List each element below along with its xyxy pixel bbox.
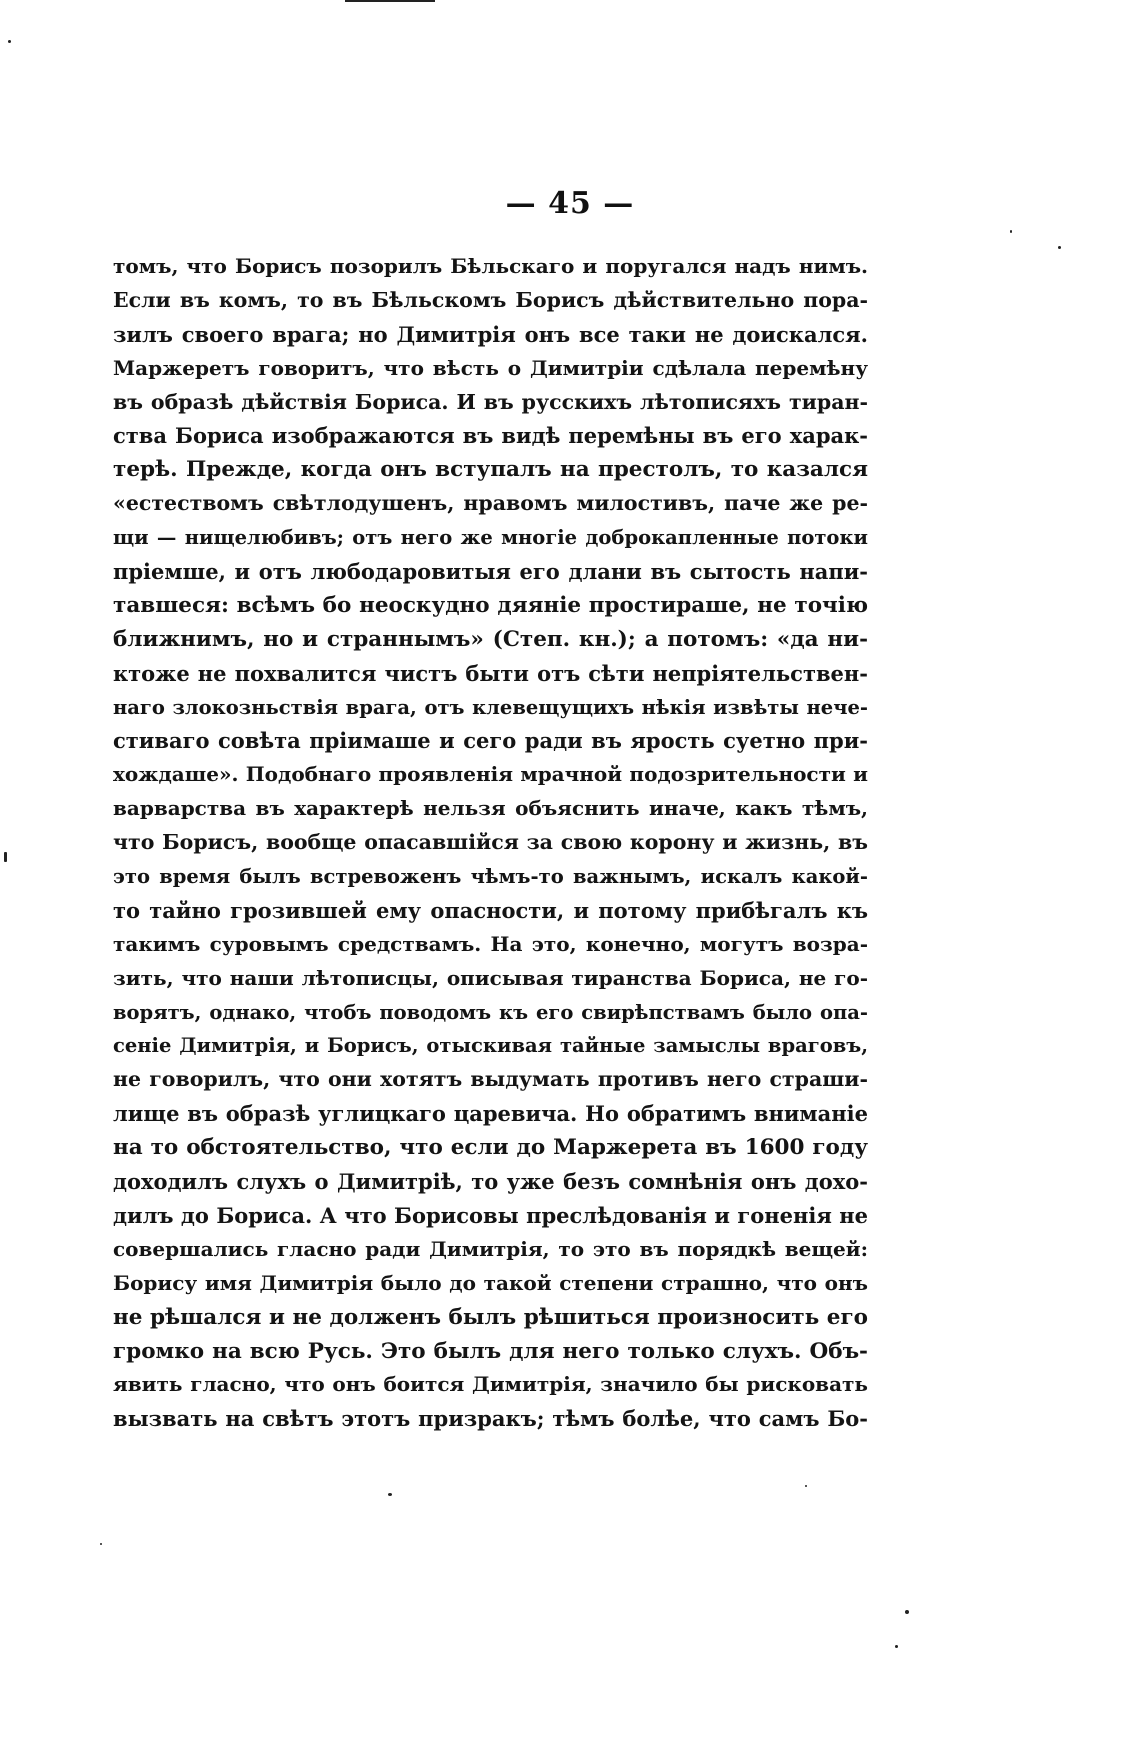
- text-line: громко на всю Русь. Это былъ для него только слухъ. Объ-: [113, 1338, 868, 1364]
- text-line: ворятъ, однако, чтобъ поводомъ къ его свирѣпствамъ было опа-: [113, 1000, 868, 1024]
- text-line: тавшеся: всѣмъ бо неоскудно дяяніе простираше, не точію: [113, 592, 868, 618]
- text-line: лище въ образѣ углицкаго царевича. Но обратимъ вниманіе: [113, 1101, 868, 1127]
- text-line: что Борисъ, вообще опасавшійся за свою корону и жизнь, въ: [113, 830, 868, 855]
- body-text: [113, 250, 868, 1436]
- scan-speck: [895, 1645, 898, 1648]
- text-line: зить, что наши лѣтописцы, описывая тиранства Бориса, не го-: [113, 965, 868, 990]
- text-line: томъ, что Борисъ позорилъ Бѣльскаго и поругался надъ нимъ.: [113, 254, 868, 278]
- text-line: совершались гласно ради Димитрія, то это въ порядкѣ вещей:: [113, 1236, 868, 1261]
- text-line: Маржеретъ говоритъ, что вѣсть о Димитріи сдѣлала перемѣну: [113, 355, 868, 380]
- text-line: на то обстоятельство, что если до Маржерета въ 1600 году: [113, 1135, 868, 1161]
- text-line: зилъ своего врага; но Димитрія онъ все таки не доискался.: [113, 321, 868, 347]
- text-line: наго злокозньствія врага, отъ клевещущихъ нѣкія извѣты нече-: [113, 695, 868, 719]
- scan-speck: [388, 1493, 392, 1496]
- text-line: Если въ комъ, то въ Бѣльскомъ Борисъ дѣйствительно пора-: [113, 287, 868, 312]
- text-line: терѣ. Прежде, когда онъ вступалъ на престолъ, то казался: [113, 457, 868, 483]
- text-line: ства Бориса изображаются въ видѣ перемѣны въ его харак-: [113, 423, 868, 449]
- page-number: — 45 —: [505, 186, 635, 221]
- scan-speck: [345, 0, 435, 2]
- text-line: явить гласно, что онъ боится Димитрія, значило бы рисковать: [113, 1372, 868, 1397]
- text-line: сеніе Димитрія, и Борисъ, отыскивая тайные замыслы враговъ,: [113, 1034, 868, 1058]
- text-line: стиваго совѣта пріимаше и сего ради въ ярость суетно при-: [113, 728, 868, 754]
- text-line: хождаше». Подобнаго проявленія мрачной подозрительности и: [113, 762, 868, 787]
- scan-speck: [8, 40, 11, 43]
- scan-speck: [805, 1485, 807, 1487]
- text-line: не говорилъ, что они хотятъ выдумать противъ него страши-: [113, 1067, 868, 1092]
- text-line: щи — нищелюбивъ; отъ него же многіе доброкапленные потоки: [113, 526, 868, 550]
- text-line: дилъ до Бориса. А что Борисовы преслѣдованія и гоненія не: [113, 1202, 868, 1228]
- text-line: это время былъ встревоженъ чѣмъ-то важнымъ, искалъ какой-: [113, 865, 868, 889]
- text-line: такимъ суровымъ средствамъ. На это, конечно, могутъ возра-: [113, 931, 868, 956]
- text-line: въ образѣ дѣйствія Бориса. И въ русскихъ лѣтописяхъ тиран-: [113, 389, 868, 414]
- scan-speck: [4, 852, 7, 862]
- text-line: ктоже не похвалится чистъ быти отъ сѣти непріятельствен-: [113, 660, 868, 686]
- text-line: варварства въ характерѣ нельзя объяснить иначе, какъ тѣмъ,: [113, 796, 868, 821]
- text-line: пріемше, и отъ любодаровитыя его длани въ сытость напи-: [113, 559, 868, 585]
- text-line: вызвать на свѣтъ этотъ призракъ; тѣмъ болѣе, что самъ Бо-: [113, 1406, 868, 1432]
- scan-speck: [905, 1610, 909, 1614]
- text-line: «естествомъ свѣтлодушенъ, нравомъ милостивъ, паче же ре-: [113, 491, 868, 516]
- scan-speck: [1010, 230, 1012, 233]
- text-line: не рѣшался и не долженъ былъ рѣшиться произносить его: [113, 1304, 868, 1330]
- scan-speck: [1058, 246, 1061, 249]
- text-line: доходилъ слухъ о Димитріѣ, то уже безъ сомнѣнія онъ дохо-: [113, 1169, 868, 1195]
- text-line: то тайно грозившей ему опасности, и потому прибѣгалъ къ: [113, 897, 868, 923]
- text-line: ближнимъ, но и страннымъ» (Степ. кн.); а потомъ: «да ни-: [113, 626, 868, 652]
- scan-speck: [100, 1543, 102, 1545]
- text-line: Борису имя Димитрія было до такой степени страшно, что онъ: [113, 1270, 868, 1295]
